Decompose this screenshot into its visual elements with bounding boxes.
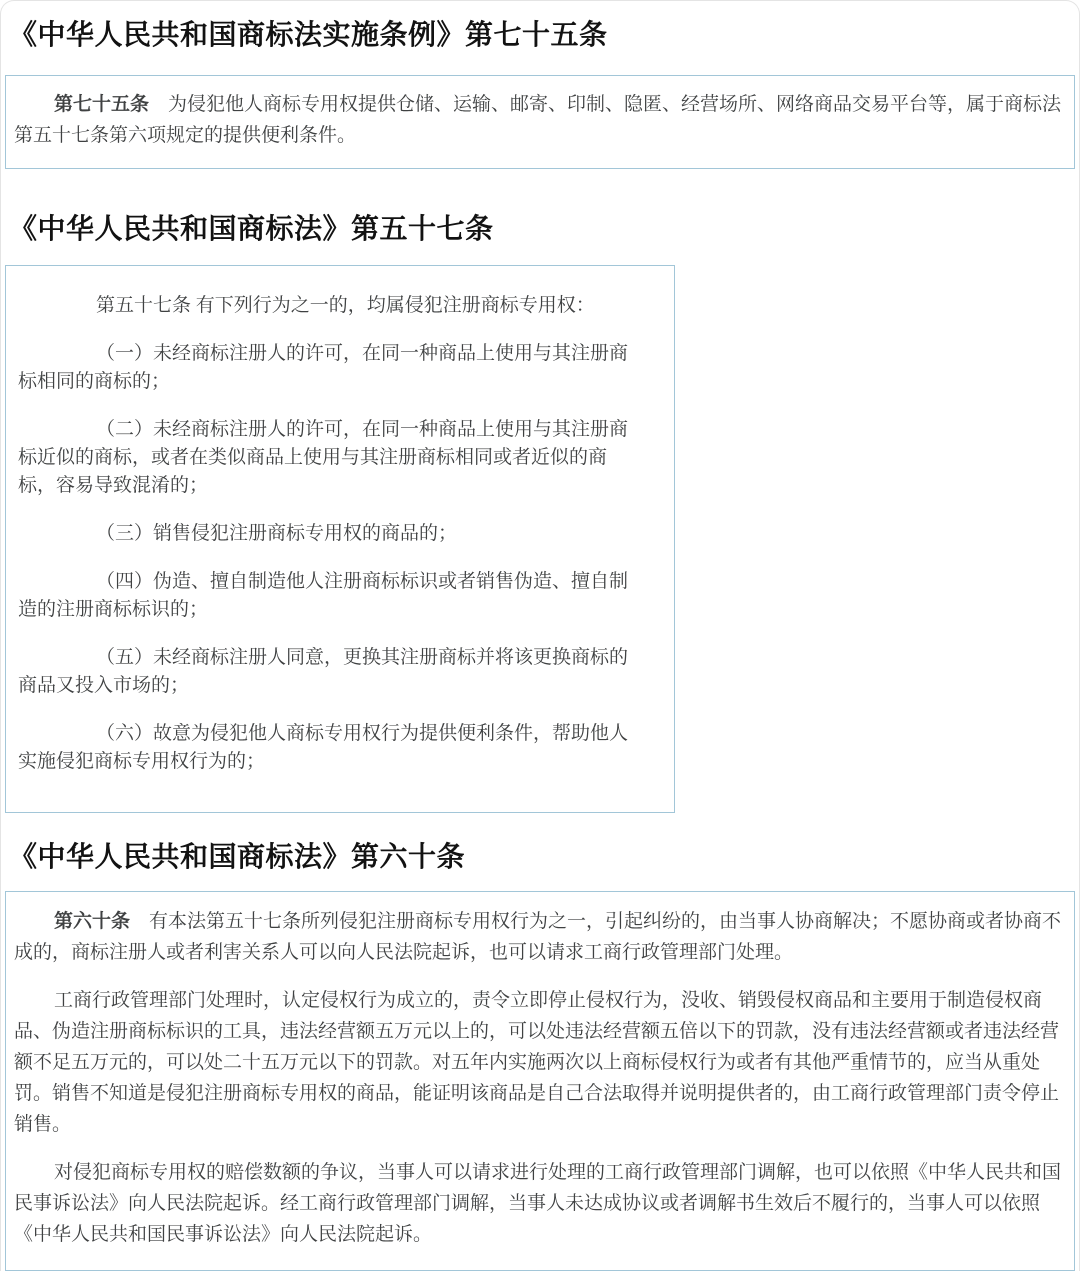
paragraph-text: （四）伪造、擅自制造他人注册商标标识或者销售伪造、擅自制造的注册商标标识的； (18, 571, 629, 620)
law-paragraph (14, 985, 1062, 1140)
law-text-box-law-57 (5, 265, 675, 813)
law-paragraph-item-2 (18, 416, 638, 500)
article-number-lead: 第六十条 (54, 911, 150, 932)
law-paragraph-item-4 (18, 568, 638, 624)
law-paragraph-item-1 (18, 340, 638, 396)
paragraph-text: （二）未经商标注册人的许可，在同一种商品上使用与其注册商标近似的商标，或者在类似商品上使用与其注册商标相同或者近似的商标，容易导致混淆的； (18, 419, 629, 496)
paragraph-text: （一）未经商标注册人的许可，在同一种商品上使用与其注册商标相同的商标的； (18, 343, 629, 392)
paragraph-text: （六）故意为侵犯他人商标专用权行为提供便利条件，帮助他人实施侵犯商标专用权行为的； (18, 723, 629, 772)
section-heading-law-57: 《中华人民共和国商标法》第五十七条 (9, 213, 494, 244)
paragraph-text: 有本法第五十七条所列侵犯注册商标专用权行为之一，引起纠纷的，由当事人协商解决；不愿协商或者协商不成的，商标注册人或者利害关系人可以向人民法院起诉，也可以请求工商行政管理部门处理。 (14, 911, 1062, 963)
law-paragraph (14, 89, 1062, 151)
paragraph-text: （三）销售侵犯注册商标专用权的商品的； (96, 523, 458, 544)
law-paragraph (14, 906, 1062, 968)
section-heading-law-60: 《中华人民共和国商标法》第六十条 (9, 841, 466, 872)
paragraph-text: 工商行政管理部门处理时，认定侵权行为成立的，责令立即停止侵权行为，没收、销毁侵权商品和主要用于制造侵权商品、伪造注册商标标识的工具，违法经营额五万元以上的，可以处违法经营额五倍以下的罚款，没有违法经营额或者违法经营额不足五万元的，可以处二十五万元以下的罚款。对五年内实施两次以上商标侵权行为或者有其他严重情节的，应当从重处罚。销售不知道是侵犯注册商标专用权的商品，能证明该商品是自己合法取得并说明提供者的，由工商行政管理部门责令停止销售。 (14, 990, 1060, 1135)
paragraph-text: 为侵犯他人商标专用权提供仓储、运输、邮寄、印制、隐匿、经营场所、网络商品交易平台等，属于商标法第五十七条第六项规定的提供便利条件。 (14, 94, 1062, 146)
law-paragraph (14, 1157, 1062, 1250)
law-paragraph-item-5 (18, 644, 638, 700)
section-heading-regulation-75: 《中华人民共和国商标法实施条例》第七十五条 (9, 19, 608, 50)
law-paragraph-item-6 (18, 720, 638, 776)
law-text-box-regulation-75 (5, 75, 1075, 169)
paragraph-text: 第五十七条 有下列行为之一的，均属侵犯注册商标专用权： (96, 295, 595, 316)
law-paragraph-item-3 (18, 520, 638, 548)
paragraph-text: 对侵犯商标专用权的赔偿数额的争议，当事人可以请求进行处理的工商行政管理部门调解，也可以依照《中华人民共和国民事诉讼法》向人民法院起诉。经工商行政管理部门调解，当事人未达成协议或者调解书生效后不履行的，当事人可以依照《中华人民共和国民事诉讼法》向人民法院起诉。 (14, 1162, 1062, 1245)
article-number-lead: 第七十五条 (54, 94, 169, 115)
paragraph-text: （五）未经商标注册人同意，更换其注册商标并将该更换商标的商品又投入市场的； (18, 647, 629, 696)
law-text-box-law-60 (5, 891, 1075, 1271)
law-paragraph (18, 292, 638, 320)
